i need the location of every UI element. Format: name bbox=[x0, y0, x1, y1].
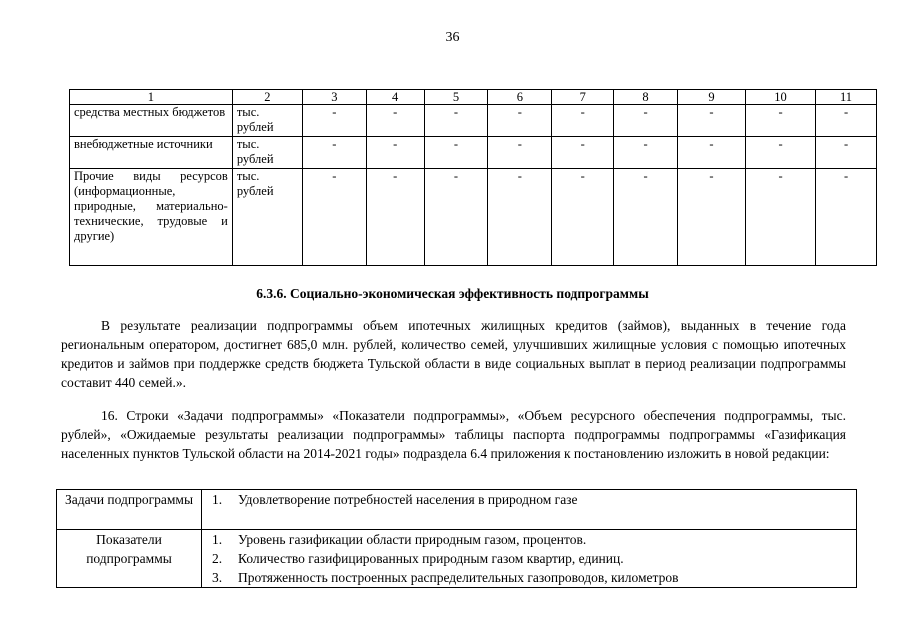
item-text: Количество газифицированных природным газом квартир, единиц. bbox=[238, 551, 624, 566]
paragraph-amendment: 16. Строки «Задачи подпрограммы» «Показатели подпрограммы», «Объем ресурсного обеспечения подпрограммы, тыс. рублей», «Ожидаемые результаты реализации подпрограммы» таблицы паспорта подпрограммы подпрограммы «Газификация населенных пунктов Тульской области на 2014-2021 годы» подраздела 6.4 приложения к постановлению изложить в новой редакции: bbox=[61, 408, 846, 461]
column-header: 10 bbox=[746, 90, 816, 105]
table-cell: - bbox=[614, 105, 678, 137]
table-cell: - bbox=[488, 169, 552, 266]
table-cell: - bbox=[366, 169, 424, 266]
item-number: 1. bbox=[212, 532, 223, 547]
column-header: 6 bbox=[488, 90, 552, 105]
table-cell: - bbox=[302, 105, 366, 137]
list-item bbox=[202, 568, 856, 587]
item-number: 2. bbox=[212, 551, 223, 566]
column-header: 5 bbox=[424, 90, 488, 105]
page-number: 36 bbox=[445, 30, 460, 45]
section-heading: 6.3.6. Социально-экономическая эффективность подпрограммы bbox=[256, 286, 649, 301]
table-header-row bbox=[70, 90, 877, 105]
item-text: Уровень газификации области природным газом, процентов. bbox=[238, 532, 587, 547]
passport-table bbox=[56, 489, 857, 588]
table-cell: - bbox=[816, 137, 877, 169]
table-cell: - bbox=[678, 105, 746, 137]
table-row bbox=[57, 490, 857, 530]
table-cell: - bbox=[678, 169, 746, 266]
table-row bbox=[57, 530, 857, 588]
table-row bbox=[70, 137, 877, 169]
table-cell: - bbox=[302, 169, 366, 266]
list-item bbox=[202, 530, 856, 549]
table-cell: - bbox=[488, 105, 552, 137]
list-item bbox=[202, 549, 856, 568]
row-label: средства местных бюджетов bbox=[70, 105, 233, 137]
row-label: внебюджетные источники bbox=[70, 137, 233, 169]
column-header: 8 bbox=[614, 90, 678, 105]
table-cell: - bbox=[678, 137, 746, 169]
table-cell: - bbox=[614, 169, 678, 266]
row-label: Прочие виды ресурсов (информационные, природные, материально-технические, трудовые и другие) bbox=[70, 169, 233, 266]
item-text: Удовлетворение потребностей населения в природном газе bbox=[238, 492, 578, 507]
item-number: 1. bbox=[212, 492, 223, 507]
row-unit: тыс. рублей bbox=[232, 169, 302, 266]
tasks-label: Задачи подпрограммы bbox=[57, 490, 202, 530]
table-cell: - bbox=[366, 105, 424, 137]
tasks-cell bbox=[202, 490, 857, 530]
item-number: 3. bbox=[212, 570, 223, 585]
indicators-cell bbox=[202, 530, 857, 588]
column-header: 11 bbox=[816, 90, 877, 105]
table-cell: - bbox=[424, 137, 488, 169]
column-header: 7 bbox=[552, 90, 614, 105]
column-header: 3 bbox=[302, 90, 366, 105]
resources-table bbox=[69, 89, 877, 266]
paragraph-results: В результате реализации подпрограммы объем ипотечных жилищных кредитов (займов), выданных в течение года региональным оператором, достигнет 685,0 млн. рублей, количество семей, улучшивших жилищные условия с помощью ипотечных кредитов и займов при поддержке средств бюджета Тульской области в виде социальных выплат в период реализации подпрограммы составит 440 семей.». bbox=[61, 318, 846, 390]
table-cell: - bbox=[302, 137, 366, 169]
table-row bbox=[70, 105, 877, 137]
table-cell: - bbox=[552, 137, 614, 169]
row-unit: тыс. рублей bbox=[232, 105, 302, 137]
table-cell: - bbox=[552, 105, 614, 137]
table-cell: - bbox=[614, 137, 678, 169]
column-header: 1 bbox=[70, 90, 233, 105]
table-cell: - bbox=[424, 169, 488, 266]
table-cell: - bbox=[366, 137, 424, 169]
table-cell: - bbox=[488, 137, 552, 169]
table-cell: - bbox=[424, 105, 488, 137]
table-cell: - bbox=[746, 169, 816, 266]
table-cell: - bbox=[746, 137, 816, 169]
table-cell: - bbox=[552, 169, 614, 266]
list-item bbox=[202, 490, 856, 509]
row-unit: тыс. рублей bbox=[232, 137, 302, 169]
table-cell: - bbox=[816, 169, 877, 266]
table-cell: - bbox=[746, 105, 816, 137]
column-header: 4 bbox=[366, 90, 424, 105]
indicators-label: Показатели подпрограммы bbox=[57, 530, 202, 588]
column-header: 2 bbox=[232, 90, 302, 105]
item-text: Протяженность построенных распределительных газопроводов, километров bbox=[238, 570, 679, 585]
table-row bbox=[70, 169, 877, 266]
table-cell: - bbox=[816, 105, 877, 137]
column-header: 9 bbox=[678, 90, 746, 105]
